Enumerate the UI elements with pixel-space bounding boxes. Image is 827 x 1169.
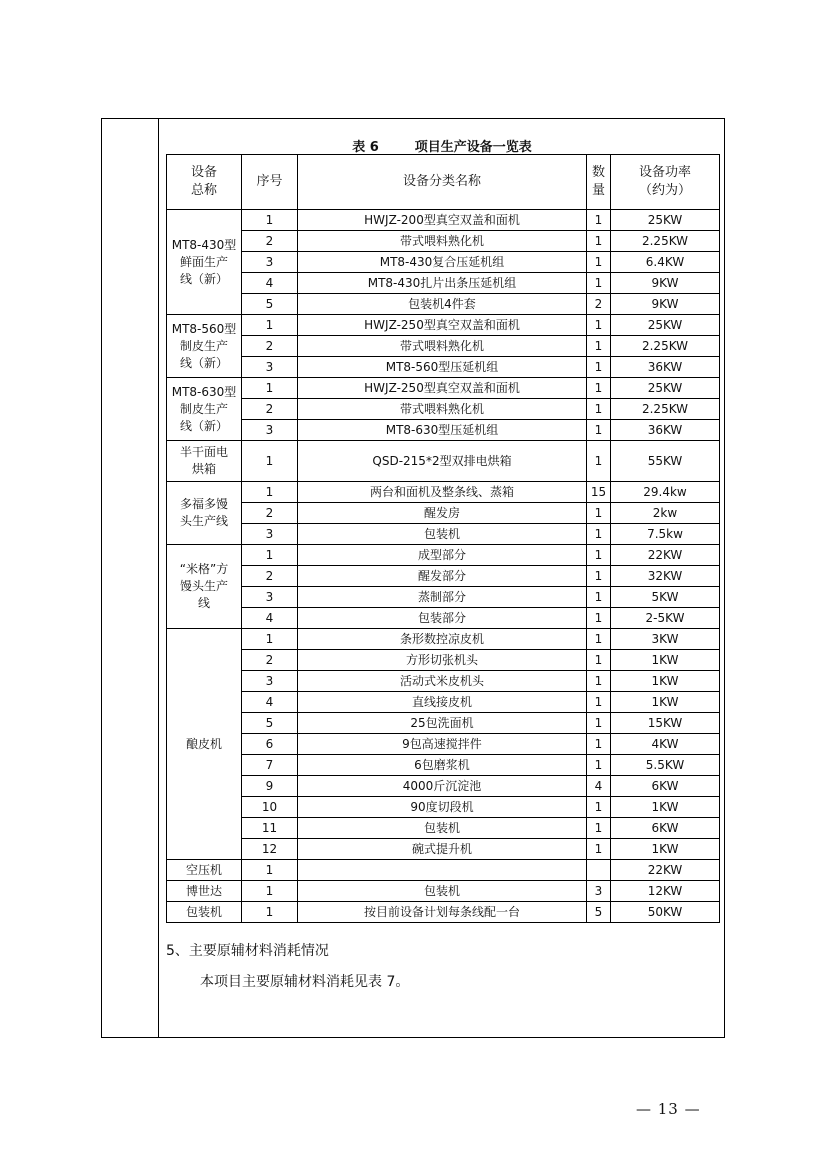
cell-power: 1KW bbox=[611, 650, 720, 671]
cell-name: 按目前设备计划每条线配一台 bbox=[298, 902, 587, 923]
cell-name: 带式喂料熟化机 bbox=[298, 231, 587, 252]
cell-seq: 11 bbox=[242, 818, 298, 839]
cell-name: 包装机 bbox=[298, 881, 587, 902]
header-group: 设备 总称 bbox=[167, 155, 242, 210]
table-row bbox=[167, 336, 720, 357]
table-row bbox=[167, 839, 720, 860]
cell-seq: 1 bbox=[242, 902, 298, 923]
cell-qty: 1 bbox=[587, 210, 611, 231]
group-label-line: 线 bbox=[197, 596, 210, 610]
table-row bbox=[167, 294, 720, 315]
cell-name: 醒发房 bbox=[298, 503, 587, 524]
group-label-cell bbox=[167, 441, 242, 482]
cell-name: MT8-430扎片出条压延机组 bbox=[298, 273, 587, 294]
cell-qty: 1 bbox=[587, 818, 611, 839]
cell-power: 25KW bbox=[611, 378, 720, 399]
table-row bbox=[167, 902, 720, 923]
cell-power: 22KW bbox=[611, 545, 720, 566]
cell-name: 90度切段机 bbox=[298, 797, 587, 818]
table-row bbox=[167, 587, 720, 608]
cell-power: 2kw bbox=[611, 503, 720, 524]
cell-name: 包装机4件套 bbox=[298, 294, 587, 315]
cell-qty: 1 bbox=[587, 524, 611, 545]
cell-qty: 1 bbox=[587, 252, 611, 273]
cell-qty: 1 bbox=[587, 336, 611, 357]
cell-name: 25包洗面机 bbox=[298, 713, 587, 734]
cell-name: 4000斤沉淀池 bbox=[298, 776, 587, 797]
cell-qty: 1 bbox=[587, 566, 611, 587]
table-row bbox=[167, 503, 720, 524]
cell-name: 包装机 bbox=[298, 818, 587, 839]
cell-seq: 1 bbox=[242, 378, 298, 399]
cell-qty: 1 bbox=[587, 587, 611, 608]
table-caption-title: 项目生产设备一览表 bbox=[414, 140, 532, 155]
page-number: — 13 — bbox=[636, 1100, 701, 1118]
cell-qty: 1 bbox=[587, 399, 611, 420]
cell-power: 12KW bbox=[611, 881, 720, 902]
cell-name: 9包高速搅拌件 bbox=[298, 734, 587, 755]
cell-qty: 1 bbox=[587, 629, 611, 650]
cell-seq: 1 bbox=[242, 860, 298, 881]
cell-name: MT8-430复合压延机组 bbox=[298, 252, 587, 273]
group-label-cell bbox=[167, 378, 242, 441]
cell-seq: 1 bbox=[242, 545, 298, 566]
cell-name: MT8-560型压延机组 bbox=[298, 357, 587, 378]
cell-power: 4KW bbox=[611, 734, 720, 755]
group-label-line: 制皮生产 bbox=[179, 401, 228, 416]
table-row bbox=[167, 273, 720, 294]
cell-power: 5.5KW bbox=[611, 755, 720, 776]
group-label-line: 半干面电 bbox=[179, 445, 228, 459]
header-qty: 数 量 bbox=[587, 155, 611, 210]
cell-power: 1KW bbox=[611, 839, 720, 860]
cell-qty: 15 bbox=[587, 482, 611, 503]
cell-seq: 4 bbox=[242, 273, 298, 294]
group-label-line: 线（新） bbox=[179, 271, 228, 286]
cell-name: 成型部分 bbox=[298, 545, 587, 566]
cell-qty: 1 bbox=[587, 671, 611, 692]
table-row bbox=[167, 315, 720, 336]
cell-name: 带式喂料熟化机 bbox=[298, 399, 587, 420]
cell-seq: 4 bbox=[242, 608, 298, 629]
cell-qty: 2 bbox=[587, 294, 611, 315]
table-body bbox=[167, 210, 720, 923]
cell-power: 6.4KW bbox=[611, 252, 720, 273]
table-row bbox=[167, 650, 720, 671]
cell-power: 1KW bbox=[611, 671, 720, 692]
frame-divider bbox=[158, 119, 159, 1037]
group-label-line: 多福多馒 bbox=[179, 497, 228, 511]
cell-qty: 1 bbox=[587, 755, 611, 776]
table-row bbox=[167, 357, 720, 378]
cell-name: 带式喂料熟化机 bbox=[298, 336, 587, 357]
cell-seq: 1 bbox=[242, 881, 298, 902]
cell-seq: 3 bbox=[242, 524, 298, 545]
cell-name: 方形切张机头 bbox=[298, 650, 587, 671]
cell-seq: 1 bbox=[242, 441, 298, 482]
cell-name: 两台和面机及整条线、蒸箱 bbox=[298, 482, 587, 503]
cell-qty: 1 bbox=[587, 273, 611, 294]
cell-seq: 3 bbox=[242, 671, 298, 692]
header-seq: 序号 bbox=[242, 155, 298, 210]
table-row bbox=[167, 399, 720, 420]
table-row bbox=[167, 252, 720, 273]
cell-power: 36KW bbox=[611, 420, 720, 441]
group-label-cell bbox=[167, 545, 242, 629]
cell-seq: 10 bbox=[242, 797, 298, 818]
cell-seq: 1 bbox=[242, 482, 298, 503]
cell-power: 9KW bbox=[611, 273, 720, 294]
cell-qty: 1 bbox=[587, 441, 611, 482]
table-row bbox=[167, 420, 720, 441]
cell-name: 碗式提升机 bbox=[298, 839, 587, 860]
table-row bbox=[167, 860, 720, 881]
cell-power: 1KW bbox=[611, 797, 720, 818]
table-row bbox=[167, 776, 720, 797]
cell-name: HWJZ-250型真空双盖和面机 bbox=[298, 315, 587, 336]
cell-power: 5KW bbox=[611, 587, 720, 608]
cell-qty: 1 bbox=[587, 315, 611, 336]
table-row bbox=[167, 231, 720, 252]
cell-seq: 2 bbox=[242, 650, 298, 671]
cell-qty: 1 bbox=[587, 713, 611, 734]
cell-power: 15KW bbox=[611, 713, 720, 734]
cell-seq: 12 bbox=[242, 839, 298, 860]
cell-seq: 1 bbox=[242, 315, 298, 336]
cell-power: 50KW bbox=[611, 902, 720, 923]
table-row bbox=[167, 629, 720, 650]
cell-power: 6KW bbox=[611, 818, 720, 839]
cell-power: 9KW bbox=[611, 294, 720, 315]
cell-qty: 1 bbox=[587, 608, 611, 629]
group-label-line: 头生产线 bbox=[179, 514, 228, 528]
cell-qty: 4 bbox=[587, 776, 611, 797]
cell-power: 1KW bbox=[611, 692, 720, 713]
cell-name: 醒发部分 bbox=[298, 566, 587, 587]
group-label-line: 线（新） bbox=[179, 418, 228, 433]
cell-qty: 1 bbox=[587, 797, 611, 818]
group-label-line: MT8-630型 bbox=[171, 384, 237, 399]
group-label-line: “米格”方 bbox=[179, 562, 229, 576]
cell-qty: 1 bbox=[587, 357, 611, 378]
table-row bbox=[167, 797, 720, 818]
group-label-cell bbox=[167, 629, 242, 860]
cell-power: 3KW bbox=[611, 629, 720, 650]
table-row bbox=[167, 881, 720, 902]
cell-qty bbox=[587, 860, 611, 881]
cell-qty: 1 bbox=[587, 545, 611, 566]
cell-power: 32KW bbox=[611, 566, 720, 587]
cell-name: QSD-215*2型双排电烘箱 bbox=[298, 441, 587, 482]
cell-seq: 7 bbox=[242, 755, 298, 776]
cell-name: 蒸制部分 bbox=[298, 587, 587, 608]
table-row bbox=[167, 692, 720, 713]
cell-name: 包装部分 bbox=[298, 608, 587, 629]
table-row bbox=[167, 608, 720, 629]
cell-name: 包装机 bbox=[298, 524, 587, 545]
body-paragraph: 本项目主要原辅材料消耗见表 7。 bbox=[200, 974, 410, 990]
table-row bbox=[167, 671, 720, 692]
cell-name: HWJZ-200型真空双盖和面机 bbox=[298, 210, 587, 231]
cell-name: 条形数控凉皮机 bbox=[298, 629, 587, 650]
cell-name: 直线接皮机 bbox=[298, 692, 587, 713]
cell-power: 2.25KW bbox=[611, 336, 720, 357]
cell-seq: 2 bbox=[242, 503, 298, 524]
cell-qty: 1 bbox=[587, 231, 611, 252]
group-label-line: MT8-430型 bbox=[171, 237, 237, 252]
group-label-line: 博世达 bbox=[185, 883, 222, 898]
cell-power: 25KW bbox=[611, 210, 720, 231]
cell-seq: 2 bbox=[242, 336, 298, 357]
cell-seq: 3 bbox=[242, 420, 298, 441]
cell-seq: 9 bbox=[242, 776, 298, 797]
group-label-line: 鲜面生产 bbox=[179, 254, 228, 269]
cell-name: 6包磨浆机 bbox=[298, 755, 587, 776]
table-row bbox=[167, 524, 720, 545]
cell-qty: 1 bbox=[587, 503, 611, 524]
cell-seq: 3 bbox=[242, 587, 298, 608]
header-power: 设备功率 （约为） bbox=[611, 155, 720, 210]
cell-power: 25KW bbox=[611, 315, 720, 336]
table-row bbox=[167, 378, 720, 399]
group-label-line: 空压机 bbox=[185, 862, 222, 877]
table-row bbox=[167, 441, 720, 482]
group-label-cell bbox=[167, 860, 242, 881]
cell-seq: 6 bbox=[242, 734, 298, 755]
group-label-line: 馒头生产 bbox=[179, 579, 228, 593]
table-row bbox=[167, 566, 720, 587]
cell-seq: 2 bbox=[242, 399, 298, 420]
cell-power: 2.25KW bbox=[611, 399, 720, 420]
cell-qty: 3 bbox=[587, 881, 611, 902]
cell-seq: 3 bbox=[242, 357, 298, 378]
cell-seq: 1 bbox=[242, 210, 298, 231]
group-label-cell bbox=[167, 210, 242, 315]
cell-power: 2.25KW bbox=[611, 231, 720, 252]
cell-seq: 3 bbox=[242, 252, 298, 273]
cell-qty: 1 bbox=[587, 839, 611, 860]
cell-seq: 5 bbox=[242, 294, 298, 315]
table-row bbox=[167, 210, 720, 231]
cell-qty: 1 bbox=[587, 692, 611, 713]
cell-seq: 5 bbox=[242, 713, 298, 734]
cell-seq: 2 bbox=[242, 231, 298, 252]
cell-qty: 1 bbox=[587, 420, 611, 441]
cell-power: 2-5KW bbox=[611, 608, 720, 629]
cell-qty: 1 bbox=[587, 650, 611, 671]
table-row bbox=[167, 818, 720, 839]
group-label-line: 包装机 bbox=[185, 904, 222, 919]
cell-name bbox=[298, 860, 587, 881]
cell-seq: 1 bbox=[242, 629, 298, 650]
table-row bbox=[167, 545, 720, 566]
table-row bbox=[167, 713, 720, 734]
cell-power: 7.5kw bbox=[611, 524, 720, 545]
cell-power: 29.4kw bbox=[611, 482, 720, 503]
cell-power: 55KW bbox=[611, 441, 720, 482]
cell-qty: 1 bbox=[587, 734, 611, 755]
cell-power: 6KW bbox=[611, 776, 720, 797]
group-label-cell bbox=[167, 902, 242, 923]
table-caption-number: 表 6 bbox=[352, 140, 379, 155]
section-heading: 5、主要原辅材料消耗情况 bbox=[166, 943, 329, 959]
cell-power: 36KW bbox=[611, 357, 720, 378]
table-row bbox=[167, 734, 720, 755]
table-row bbox=[167, 482, 720, 503]
cell-name: MT8-630型压延机组 bbox=[298, 420, 587, 441]
cell-power: 22KW bbox=[611, 860, 720, 881]
group-label-line: 制皮生产 bbox=[179, 338, 228, 353]
group-label-cell bbox=[167, 881, 242, 902]
header-name: 设备分类名称 bbox=[298, 155, 587, 210]
table-row bbox=[167, 755, 720, 776]
cell-name: 活动式米皮机头 bbox=[298, 671, 587, 692]
cell-name: HWJZ-250型真空双盖和面机 bbox=[298, 378, 587, 399]
group-label-cell bbox=[167, 482, 242, 545]
table-header-row bbox=[167, 155, 720, 210]
cell-qty: 1 bbox=[587, 378, 611, 399]
table-caption bbox=[166, 136, 718, 155]
group-label-cell bbox=[167, 315, 242, 378]
group-label-line: 酿皮机 bbox=[185, 736, 222, 751]
group-label-line: 烘箱 bbox=[191, 462, 216, 476]
cell-seq: 2 bbox=[242, 566, 298, 587]
equipment-table bbox=[166, 154, 720, 923]
group-label-line: MT8-560型 bbox=[171, 321, 237, 336]
group-label-line: 线（新） bbox=[179, 355, 228, 370]
cell-qty: 5 bbox=[587, 902, 611, 923]
cell-seq: 4 bbox=[242, 692, 298, 713]
